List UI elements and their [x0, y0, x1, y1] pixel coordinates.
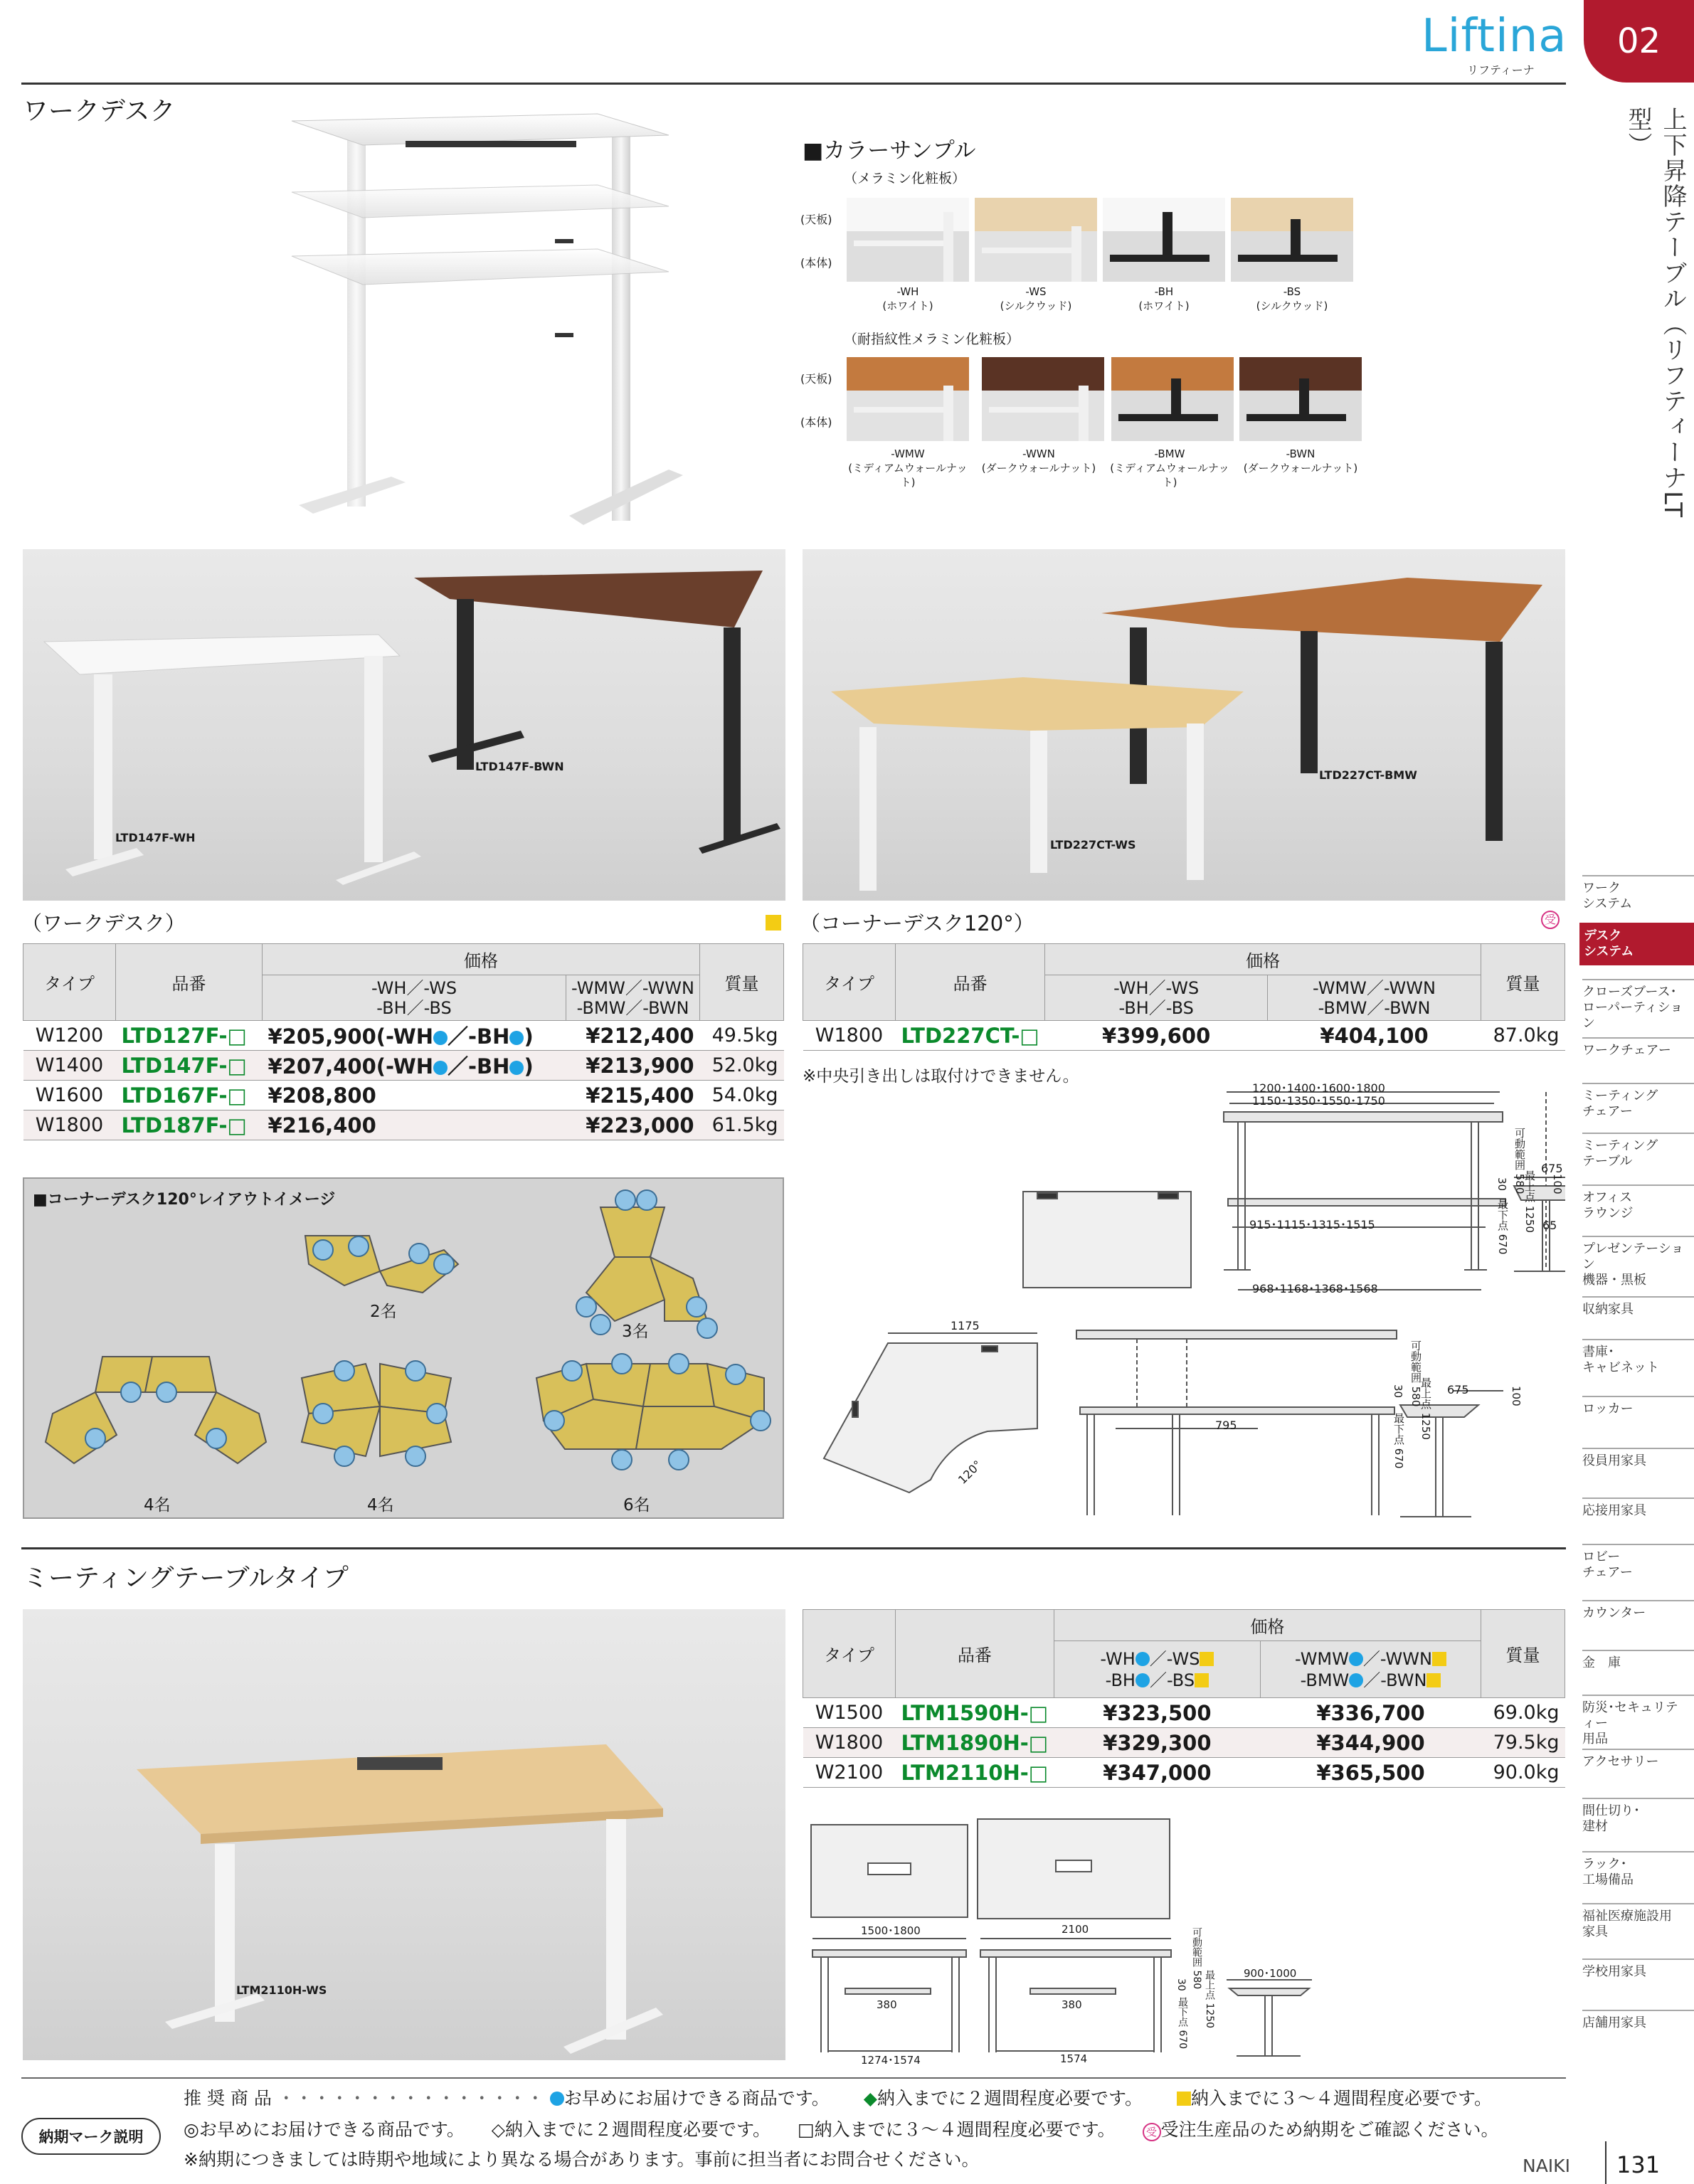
layout-label-6: 6名 — [623, 1496, 650, 1515]
layout-label-4b: 4名 — [367, 1496, 394, 1515]
layout-label-2: 2名 — [370, 1303, 397, 1321]
sidebar-item-10[interactable]: 書庫･ キャビネット — [1582, 1345, 1659, 1375]
sidebar-divider — [1582, 979, 1694, 980]
sidebar-item-9[interactable]: 収納家具 — [1582, 1302, 1634, 1317]
yellow-square-icon — [1177, 2092, 1191, 2106]
dimension-drawing-corner-desk — [803, 1309, 1565, 1522]
th-price: 価格 — [1054, 1610, 1481, 1641]
blue-dot-icon — [509, 1031, 524, 1045]
blue-dot-icon — [433, 1031, 448, 1045]
dim2-675: 675 — [1447, 1383, 1469, 1396]
th-weight: 質量 — [700, 944, 784, 1021]
dim3-w6: 1574 — [1060, 2052, 1088, 2065]
sidebar-divider — [1582, 1903, 1694, 1904]
sidebar-divider — [1582, 1448, 1694, 1449]
work-desk-price-table — [23, 943, 784, 1140]
dim2-h30: 30 — [1392, 1384, 1404, 1399]
dim-w-bot: 968･1168･1368･1568 — [1252, 1282, 1378, 1295]
lead-time-badge: 納期マーク説明 — [21, 2118, 161, 2155]
swatch-label-ws: -WS (シルクウッド) — [1000, 285, 1072, 312]
table-row: W1800 LTM1890H-□ ¥329,300 ¥344,900 79.5kg — [803, 1728, 1565, 1758]
th-color-b: -WMW ／-WWN -BMW ／-BWN — [1261, 1641, 1481, 1698]
section-title-work-desk: ワークデスク — [23, 97, 176, 126]
swatch-bmw — [1111, 357, 1234, 441]
th-price: 価格 — [1045, 944, 1481, 975]
section-title-meeting-table: ミーティングテーブルタイプ — [23, 1564, 349, 1593]
th-type: タイプ — [23, 944, 116, 1021]
dim-range: 可動範囲 580 — [1513, 1128, 1526, 1194]
top-label-2: (天板) — [800, 372, 832, 386]
yellow-square-icon — [1200, 1652, 1214, 1666]
hero-desk-photo — [270, 107, 697, 526]
table-row: W1500 LTM1590H-□ ¥323,500 ¥336,700 69.0kg — [803, 1698, 1565, 1728]
th-price: 価格 — [263, 944, 700, 975]
sidebar-item-12[interactable]: 役員用家具 — [1582, 1453, 1646, 1468]
layout-box-title: ■コーナーデスク120°レイアウトイメージ — [33, 1191, 336, 1209]
corner-table-title: （コーナーデスク120°） — [800, 911, 1034, 935]
brand-subtitle: リフティーナ — [1467, 63, 1535, 77]
corner-table-note: ※中央引き出しは取付けできません。 — [803, 1067, 1079, 1086]
swatch-wwn — [982, 357, 1104, 441]
chapter-number: 02 — [1616, 21, 1661, 61]
swatch-label-bwn: -BWN (ダークウォールナット) — [1243, 447, 1358, 475]
corner-desk-price-table — [803, 943, 1565, 1051]
sidebar-item-4[interactable]: ワークチェアー — [1582, 1043, 1671, 1058]
photo-meeting-table — [23, 1609, 785, 2060]
dim2-range: 可動範囲 580 — [1409, 1340, 1422, 1407]
sidebar-divider — [1582, 1695, 1694, 1696]
dimension-drawing-meeting-table — [803, 1811, 1343, 2067]
dim3-w5: 1274･1574 — [861, 2054, 921, 2067]
blue-dot-icon — [509, 1061, 524, 1075]
sidebar-divider — [1582, 1600, 1694, 1601]
swatch-ws — [975, 198, 1097, 282]
dim3-900: 900･1000 — [1244, 1967, 1297, 1980]
swatch-bs — [1231, 198, 1353, 282]
th-type: タイプ — [803, 944, 896, 1021]
th-color-b: -WMW／-WWN -BMW／-BWN — [566, 975, 700, 1021]
made-to-order-icon: 受 — [1143, 2123, 1161, 2141]
table-row: W1800 LTD187F-□ ¥216,400 ¥223,000 61.5kg — [23, 1110, 784, 1140]
anti-fingerprint-label: （耐指紋性メラミン化粧板） — [844, 332, 1020, 347]
sidebar-item-15[interactable]: カウンター — [1582, 1606, 1646, 1621]
sidebar-item-16[interactable]: 金 庫 — [1582, 1655, 1621, 1670]
legend-line-1: 推 奨 商 品 ・・・・・・・・・・・・・・・ お早めにお届けできる商品です。 ◆納入までに２週間程度必要です。 納入までに３～４週間程度必要です。 — [184, 2088, 1492, 2109]
dim2-max: 最上点 1250 — [1419, 1377, 1432, 1440]
sidebar-item-22[interactable]: 学校用家具 — [1582, 1964, 1646, 1979]
sidebar-item-21[interactable]: 福祉医療施設用 家具 — [1582, 1909, 1672, 1939]
table-row: W2100 LTM2110H-□ ¥347,000 ¥365,500 90.0kg — [803, 1758, 1565, 1788]
table-row: W1400 LTD147F-□ ¥207,400(-WH ／-BH ) ¥213,900 52.0kg — [23, 1051, 784, 1081]
caption-ltd147f-bwn: LTD147F-BWN — [475, 760, 564, 773]
melamine-label: （メラミン化粧板） — [844, 171, 966, 186]
swatch-wmw — [847, 357, 969, 441]
chapter-tab[interactable] — [1584, 0, 1694, 83]
dim-100: 100 — [1551, 1174, 1564, 1194]
th-code: 品番 — [116, 944, 263, 1021]
dimension-drawing-work-desk — [803, 1071, 1565, 1305]
dim3-w2: 2100 — [1062, 1923, 1089, 1936]
legend-line-2: ◎お早めにお届けできる商品です。 ◇納入までに２週間程度必要です。 □納入までに３～４週間程度必要です。 受 受注生産品のため納期をご確認ください。 — [184, 2119, 1499, 2140]
caption-ltd227ct-bmw: LTD227CT-BMW — [1319, 768, 1417, 782]
footer-rule — [21, 2077, 1566, 2079]
sidebar-item-8[interactable]: プレゼンテーション 機器・黒板 — [1582, 1241, 1684, 1288]
top-label-1: (天板) — [800, 213, 832, 226]
swatch-label-wmw: -WMW (ミディアムウォールナット) — [848, 447, 968, 489]
layout-label-4a: 4名 — [144, 1496, 171, 1515]
swatch-label-wwn: -WWN (ダークウォールナット) — [981, 447, 1096, 475]
sidebar-item-20[interactable]: ラック･ 工場備品 — [1582, 1857, 1634, 1887]
dim-angle: 120° — [955, 1458, 985, 1487]
caption-ltd227ct-ws: LTD227CT-WS — [1050, 838, 1136, 852]
sidebar-item-7[interactable]: オフィス ラウンジ — [1582, 1190, 1634, 1221]
yellow-square-icon — [1432, 1652, 1446, 1666]
page-number-rule — [1605, 2141, 1606, 2184]
sidebar-item-18[interactable]: アクセサリー — [1582, 1754, 1659, 1769]
th-weight: 質量 — [1481, 944, 1565, 1021]
sidebar-item-6[interactable]: ミーティング テーブル — [1582, 1138, 1658, 1169]
dim3-max: 最上点 1250 — [1204, 1970, 1215, 2029]
swatch-label-wh: -WH (ホワイト) — [882, 285, 933, 312]
dim-795: 795 — [1215, 1419, 1237, 1432]
caption-ltm2110h-ws: LTM2110H-WS — [236, 1983, 327, 1997]
sidebar-divider — [1582, 1650, 1694, 1651]
body-label-2: (本体) — [800, 415, 832, 429]
sidebar-divider — [1582, 2010, 1694, 2011]
color-sample-title: ■カラーサンプル — [803, 138, 976, 164]
sidebar-item-11[interactable]: ロッカー — [1582, 1401, 1634, 1416]
sidebar-item-23[interactable]: 店舗用家具 — [1582, 2015, 1646, 2030]
dim-w-mid: 915･1115･1315･1515 — [1249, 1218, 1375, 1231]
th-code: 品番 — [896, 944, 1045, 1021]
sidebar-item-1[interactable]: ワーク システム — [1582, 881, 1633, 911]
page-number: 131 — [1616, 2151, 1661, 2178]
legend-note: ※納期につきましては時期や地域により異なる場合があります。事前に担当者にお問合せください。 — [184, 2149, 980, 2170]
blue-dot-icon — [550, 2092, 564, 2106]
meeting-table-price-table — [803, 1609, 1565, 1788]
desk-height-illustration — [270, 107, 697, 526]
sidebar-divider — [1582, 1497, 1694, 1499]
dim2-min: 最下点 670 — [1392, 1413, 1405, 1469]
sidebar-divider — [1582, 1798, 1694, 1799]
sidebar-divider — [1582, 1396, 1694, 1397]
work-desk-table-title: （ワークデスク） — [21, 911, 186, 935]
sidebar-divider — [1582, 1749, 1694, 1750]
sidebar-item-5[interactable]: ミーティング チェアー — [1582, 1088, 1658, 1119]
yellow-square-icon — [1195, 1673, 1209, 1687]
swatch-label-bs: -BS (シルクウッド) — [1256, 285, 1328, 312]
sidebar-divider — [1582, 1296, 1694, 1298]
sidebar-divider — [1582, 1236, 1694, 1237]
dim3-w3: 380 — [877, 1998, 897, 2011]
blue-dot-icon — [1135, 1673, 1150, 1687]
sidebar-item-17[interactable]: 防災･セキュリティー 用品 — [1582, 1700, 1678, 1746]
swatch-label-bmw: -BMW (ミディアムウォールナット) — [1110, 447, 1229, 489]
sidebar-divider — [1582, 1037, 1694, 1039]
th-color-a: -WH／-WS -BH／-BS — [1045, 975, 1268, 1021]
section-rule-2 — [21, 1547, 1566, 1549]
made-to-order-mark: 受 — [1541, 911, 1560, 929]
sidebar-divider — [1582, 1339, 1694, 1340]
layout-label-3: 3名 — [622, 1322, 649, 1341]
table-row: W1200 LTD127F-□ ¥205,900(-WH ／-BH ) ¥212,400 49.5kg — [23, 1021, 784, 1051]
photo-work-desks — [23, 549, 785, 901]
dim-max: 最上点 1250 — [1523, 1170, 1536, 1233]
dim-w-top2: 1150･1350･1550･1750 — [1252, 1094, 1385, 1108]
sidebar-divider — [1582, 1083, 1694, 1084]
dim-min: 最下点 670 — [1496, 1199, 1509, 1255]
company-name: NAIKI — [1523, 2156, 1570, 2176]
blue-dot-icon — [433, 1061, 448, 1075]
blue-dot-icon — [1135, 1652, 1150, 1666]
dim3-range: 可動範囲 580 — [1191, 1927, 1202, 1990]
yellow-square-icon — [1426, 1673, 1441, 1687]
caption-ltd147f-wh: LTD147F-WH — [115, 831, 196, 844]
swatch-bh — [1103, 198, 1225, 282]
lead-time-square-mark — [766, 915, 781, 931]
dim3-min: 最下点 670 — [1177, 1997, 1188, 2050]
body-label-1: (本体) — [800, 256, 832, 270]
dim2-100: 100 — [1510, 1386, 1523, 1406]
dim3-w1: 1500･1800 — [861, 1924, 921, 1937]
blue-dot-icon — [1349, 1673, 1363, 1687]
table-row: W1800 LTD227CT-□ ¥399,600 ¥404,100 87.0kg — [803, 1021, 1565, 1051]
corner-layout-box — [23, 1177, 784, 1519]
th-weight: 質量 — [1481, 1610, 1565, 1698]
dim-675: 675 — [1541, 1162, 1563, 1175]
dim3-h30: 30 — [1175, 1978, 1187, 1991]
sidebar-divider — [1582, 1184, 1694, 1186]
vertical-section-title: 上下昇降テーブル（リフティーナLT型） — [1624, 107, 1687, 519]
green-diamond-icon: ◆ — [863, 2088, 877, 2109]
sidebar-item-3[interactable]: クローズブース･ ローパーティション — [1582, 985, 1683, 1031]
dim3-w4: 380 — [1062, 1998, 1082, 2011]
blue-dot-icon — [1349, 1652, 1363, 1666]
layout-illustration — [24, 1179, 785, 1520]
dim-1175: 1175 — [951, 1319, 980, 1332]
sidebar-divider — [1582, 1958, 1694, 1960]
brand-logo: Liftina — [1422, 10, 1567, 63]
sidebar-divider — [1582, 1851, 1694, 1852]
dim-w-top: 1200･1400･1600･1800 — [1252, 1081, 1385, 1095]
header-rule — [21, 83, 1566, 85]
th-color-a: -WH／-WS -BH／-BS — [263, 975, 566, 1021]
sidebar-item-19[interactable]: 間仕切り･ 建材 — [1582, 1803, 1640, 1834]
sidebar-divider — [1582, 875, 1694, 876]
sidebar-item-14[interactable]: ロビー チェアー — [1582, 1549, 1633, 1580]
swatch-wh — [847, 198, 969, 282]
th-code: 品番 — [896, 1610, 1054, 1698]
sidebar-item-2[interactable]: デスク システム — [1579, 923, 1694, 965]
dim-h30: 30 — [1496, 1177, 1508, 1192]
sidebar-divider — [1582, 1544, 1694, 1545]
sidebar-divider — [1582, 1133, 1694, 1134]
sidebar-item-13[interactable]: 応接用家具 — [1582, 1503, 1646, 1518]
swatch-label-bh: -BH (ホワイト) — [1138, 285, 1190, 312]
photo-corner-desks — [803, 549, 1565, 901]
table-row: W1600 LTD167F-□ ¥208,800 ¥215,400 54.0kg — [23, 1081, 784, 1110]
swatch-bwn — [1239, 357, 1362, 441]
th-color-a: -WH ／-WS -BH ／-BS — [1054, 1641, 1260, 1698]
th-color-b: -WMW／-WWN -BMW／-BWN — [1268, 975, 1481, 1021]
th-type: タイプ — [803, 1610, 896, 1698]
dim-65: 65 — [1542, 1219, 1557, 1232]
